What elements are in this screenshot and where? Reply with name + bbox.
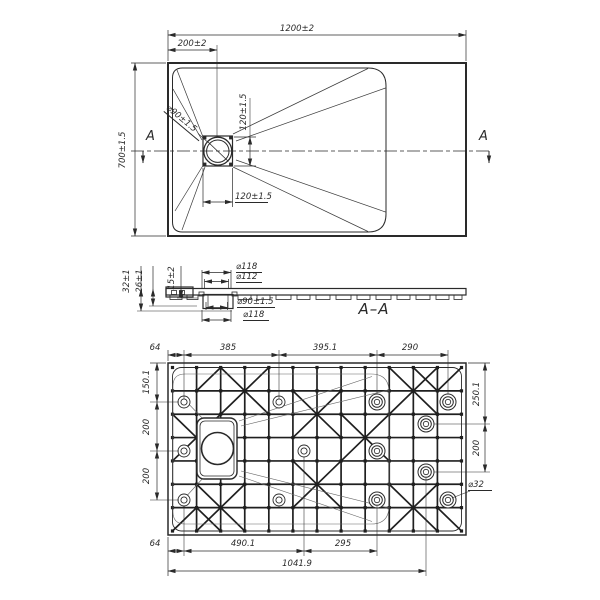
dim-edge-height: 15±2 xyxy=(167,266,177,290)
dim-bv-top-290: 290 xyxy=(401,343,419,353)
dim-total-height: 32±1 xyxy=(122,269,132,293)
top-view xyxy=(131,30,489,236)
dim-drain-diameter: ⌀90±1.5 xyxy=(163,103,205,141)
dim-bv-bottom-64: 64 xyxy=(149,539,161,549)
dim-drain-dia-section: ⌀90±1.5 xyxy=(237,297,274,307)
dim-bv-left-200a: 200 xyxy=(142,418,152,436)
dim-bv-bottom-490: 490.1 xyxy=(230,539,256,549)
slope-fold-lines xyxy=(173,69,386,232)
dim-bv-bottom-295: 295 xyxy=(334,539,352,549)
basin-outline xyxy=(173,68,387,232)
section-cut-line xyxy=(131,151,489,163)
section-mark-a-left: A xyxy=(146,129,155,144)
dim-flange-dia-top: ⌀118 xyxy=(236,262,262,273)
tray-outline-top-view xyxy=(168,63,466,236)
dim-drain-square-height: 120±1.5 xyxy=(239,93,249,131)
dim-bv-left-200b: 200 xyxy=(142,467,152,485)
dim-bv-right-200: 200 xyxy=(472,439,482,457)
dim-boss-diameter: ⌀32 xyxy=(468,480,492,491)
section-view xyxy=(137,266,466,322)
dim-bv-overall-1041: 1041.9 xyxy=(282,559,312,569)
dim-drain-square-width: 120±1.5 xyxy=(235,192,272,202)
dim-bv-top-385: 385 xyxy=(219,343,237,353)
top-view-dimensions xyxy=(131,30,466,236)
section-view-label: A–A xyxy=(358,300,390,318)
dim-inner-height: 26±1 xyxy=(135,269,145,293)
dim-overall-width: 1200±2 xyxy=(279,24,315,34)
section-drain-boss xyxy=(199,292,237,309)
dim-drain-offset: 200±2 xyxy=(177,39,207,49)
dim-bv-top-64: 64 xyxy=(149,343,161,353)
drain-bottom-view xyxy=(197,418,237,479)
dim-bv-right-250: 250.1 xyxy=(472,381,482,407)
section-mark-a-right: A xyxy=(479,129,488,144)
dim-flange-dia-bottom: ⌀118 xyxy=(243,310,269,321)
dim-bv-left-150: 150.1 xyxy=(142,369,152,395)
dim-bv-top-395: 395.1 xyxy=(312,343,338,353)
section-rib-notches xyxy=(170,295,462,300)
dim-flange-dia-inner: ⌀112 xyxy=(236,272,262,283)
dim-overall-depth: 700±1.5 xyxy=(118,131,128,169)
